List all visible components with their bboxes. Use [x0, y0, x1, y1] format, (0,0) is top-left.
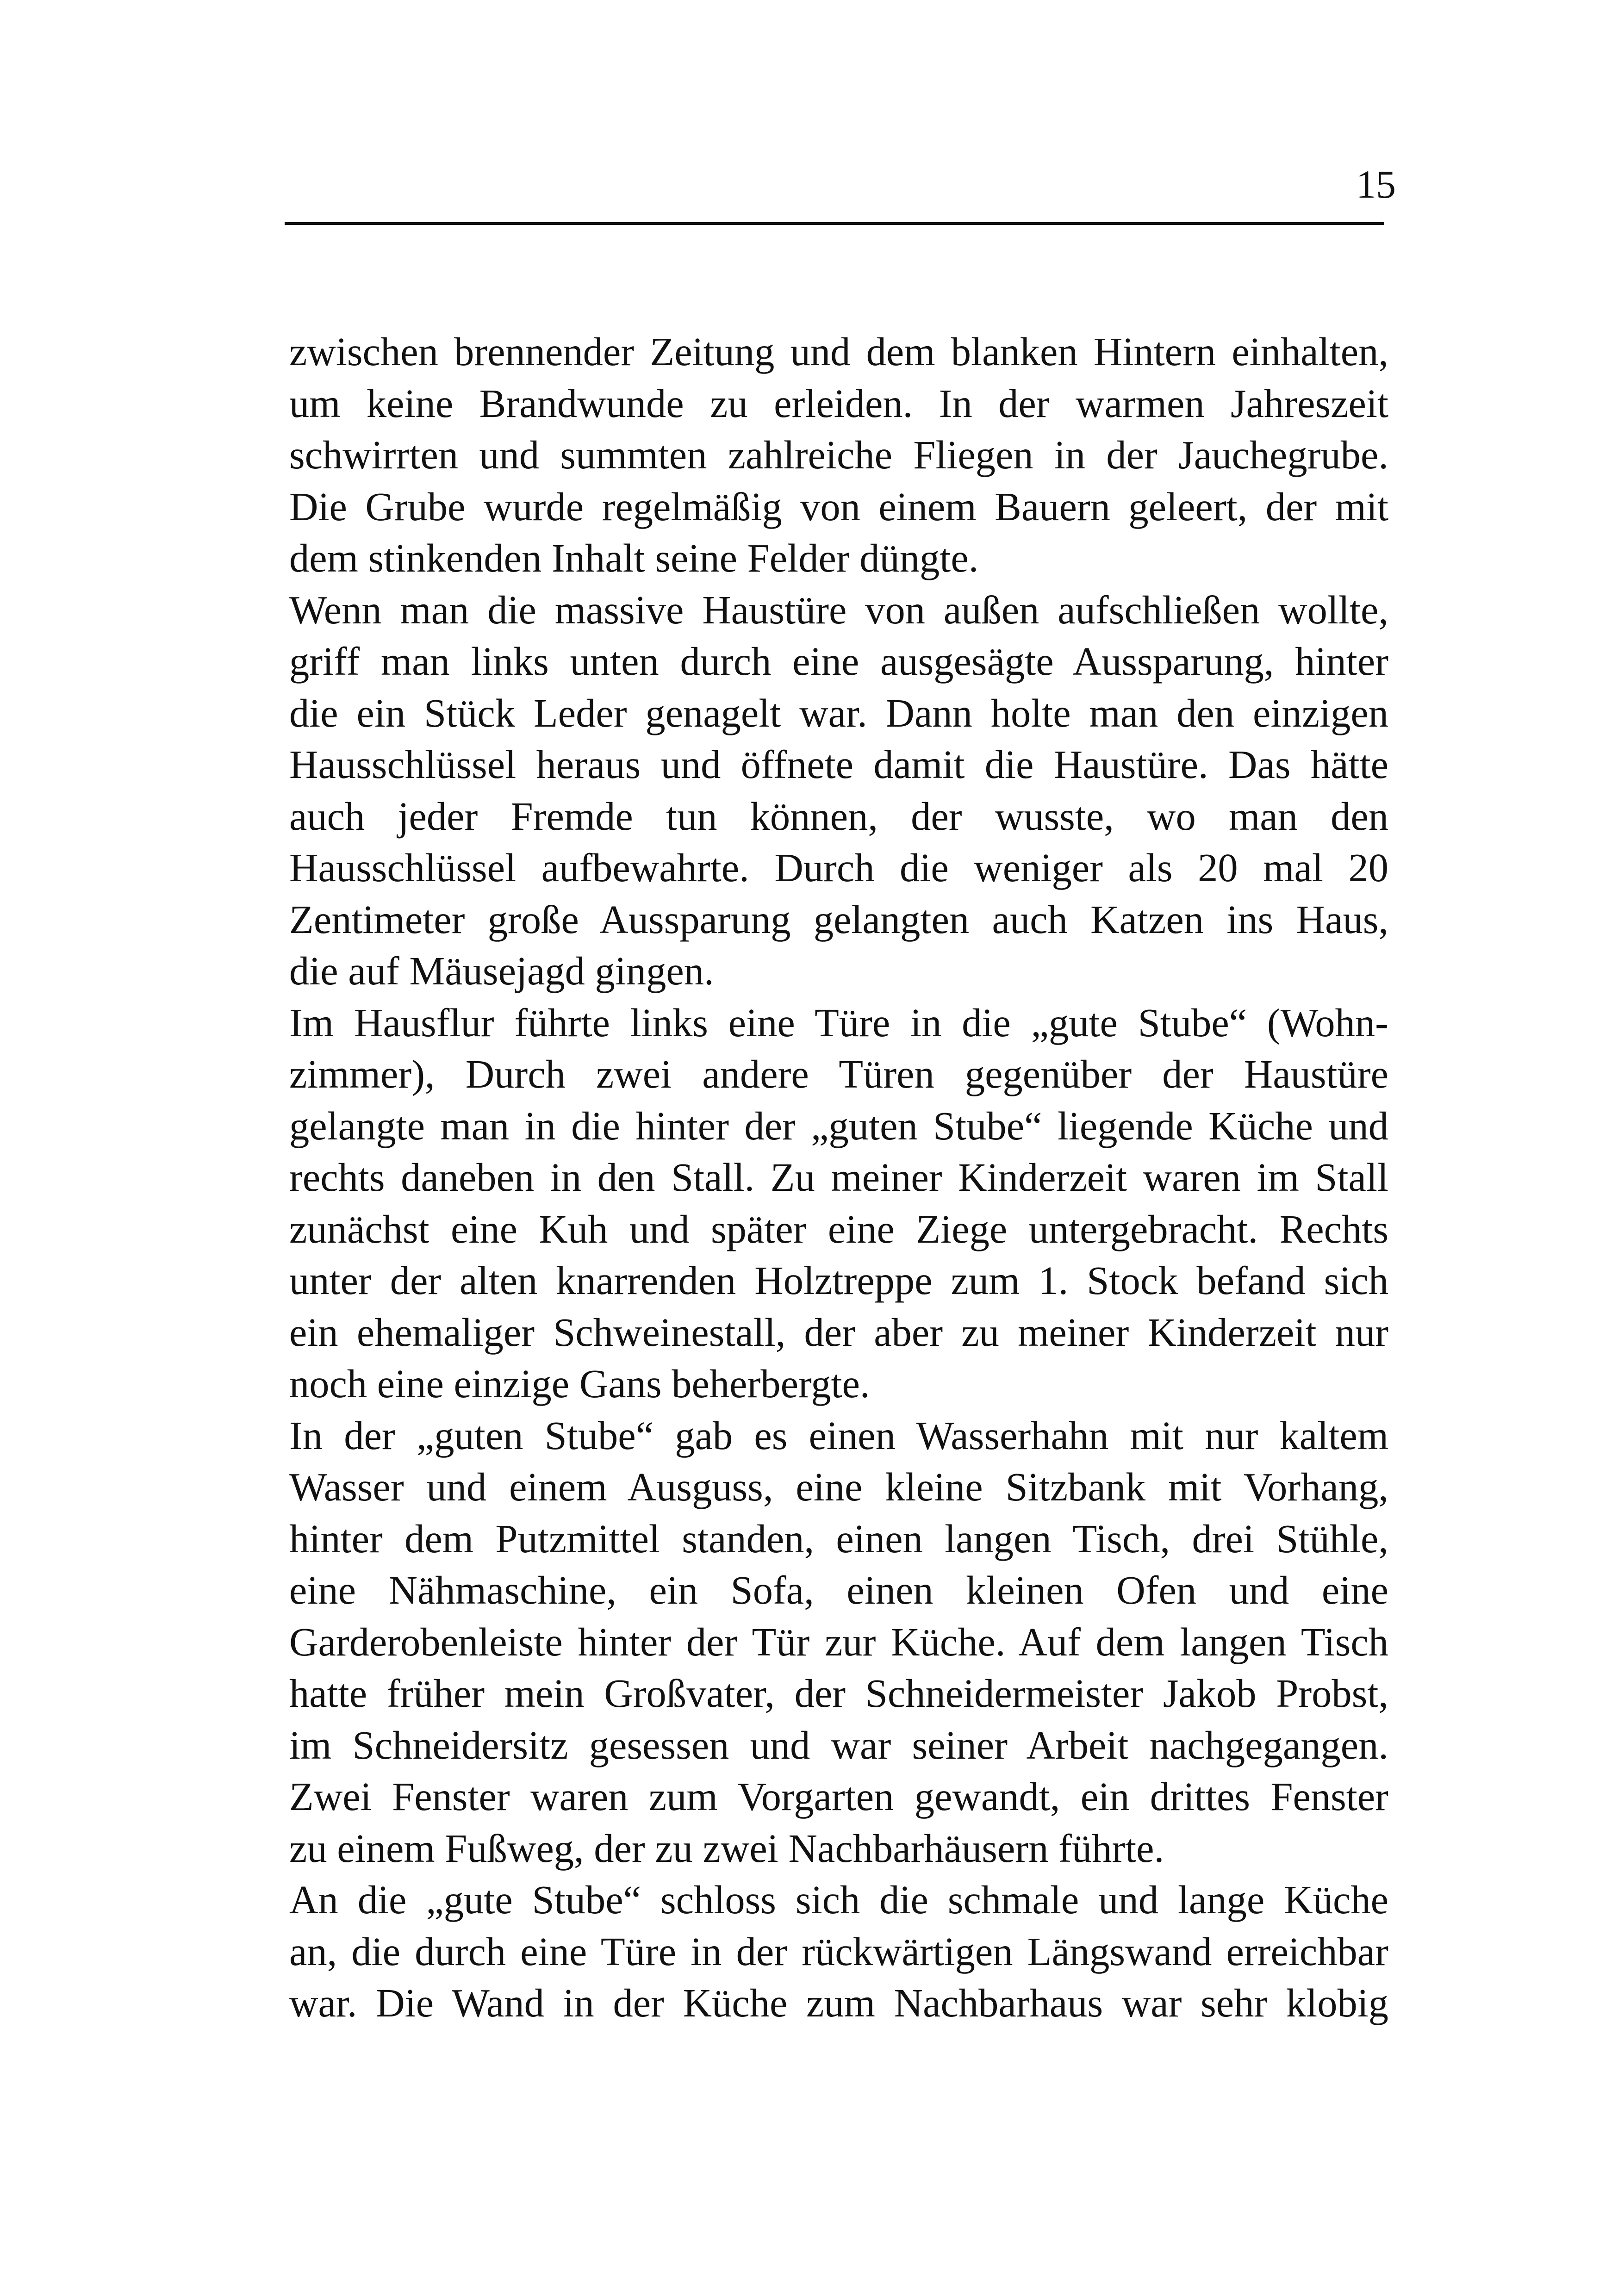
- text-line: im Schneidersitz gesessen und war seiner Arbeit nachgegangen.: [289, 1723, 1388, 1767]
- text-line: hinter dem Putzmittel standen, einen langen Tisch, drei Stühle,: [289, 1516, 1388, 1561]
- text-line: noch eine einzige Gans beherbergte.: [289, 1362, 870, 1406]
- text-line: um keine Brandwunde zu erleiden. In der warmen Jahreszeit: [289, 381, 1388, 426]
- text-line: Die Grube wurde regelmäßig von einem Bauern geleert, der mit: [289, 484, 1388, 529]
- header-rule: [285, 222, 1384, 225]
- text-line: unter der alten knarrenden Holztreppe zum 1. Stock befand sich: [289, 1258, 1388, 1303]
- text-line: Zwei Fenster waren zum Vorgarten gewandt, ein drittes Fenster: [289, 1774, 1388, 1819]
- text-line: ein ehemaliger Schweinestall, der aber zu meiner Kinderzeit nur: [289, 1310, 1388, 1355]
- text-line: zimmer), Durch zwei andere Türen gegenüber der Haustüre: [289, 1052, 1388, 1096]
- text-line: Zentimeter große Aussparung gelangten auch Katzen ins Haus,: [289, 897, 1388, 942]
- text-line: die ein Stück Leder genagelt war. Dann holte man den einzigen: [289, 691, 1388, 735]
- text-line: griff man links unten durch eine ausgesägte Aussparung, hinter: [289, 639, 1388, 684]
- text-line: war. Die Wand in der Küche zum Nachbarhaus war sehr klobig: [289, 1981, 1388, 2025]
- text-line: Wasser und einem Ausguss, eine kleine Sitzbank mit Vorhang,: [289, 1465, 1388, 1509]
- text-line: eine Nähmaschine, ein Sofa, einen kleinen Ofen und eine: [289, 1568, 1388, 1612]
- text-line: rechts daneben in den Stall. Zu meiner Kinderzeit waren im Stall: [289, 1155, 1388, 1200]
- text-line: Hausschlüssel aufbewahrte. Durch die weniger als 20 mal 20: [289, 846, 1388, 890]
- text-line: Hausschlüssel heraus und öffnete damit die Haustüre. Das hätte: [289, 742, 1388, 787]
- page-number: 15: [1356, 162, 1396, 206]
- text-line: Im Hausflur führte links eine Türe in die „gute Stube“ (Wohn-: [289, 1000, 1388, 1045]
- text-line: die auf Mäusejagd gingen.: [289, 949, 714, 993]
- text-line: Wenn man die massive Haustüre von außen aufschließen wollte,: [289, 587, 1388, 632]
- text-line: an, die durch eine Türe in der rückwärtigen Längswand erreichbar: [289, 1929, 1388, 1974]
- text-line: zunächst eine Kuh und später eine Ziege untergebracht. Rechts: [289, 1207, 1388, 1251]
- text-line: Garderobenleiste hinter der Tür zur Küche. Auf dem langen Tisch: [289, 1619, 1388, 1664]
- text-line: In der „guten Stube“ gab es einen Wasserhahn mit nur kaltem: [289, 1413, 1388, 1458]
- text-line: hatte früher mein Großvater, der Schneidermeister Jakob Probst,: [289, 1671, 1388, 1716]
- text-line: zwischen brennender Zeitung und dem blanken Hintern einhalten,: [289, 330, 1388, 374]
- body-text: [289, 326, 1388, 2029]
- text-line: auch jeder Fremde tun können, der wusste, wo man den: [289, 794, 1388, 839]
- text-line: An die „gute Stube“ schloss sich die schmale und lange Küche: [289, 1878, 1388, 1922]
- text-line: gelangte man in die hinter der „guten Stube“ liegende Küche und: [289, 1103, 1388, 1148]
- text-line: dem stinkenden Inhalt seine Felder düngte.: [289, 536, 979, 580]
- text-line: schwirrten und summten zahlreiche Fliegen in der Jauchegrube.: [289, 433, 1388, 477]
- text-line: zu einem Fußweg, der zu zwei Nachbarhäusern führte.: [289, 1826, 1164, 1871]
